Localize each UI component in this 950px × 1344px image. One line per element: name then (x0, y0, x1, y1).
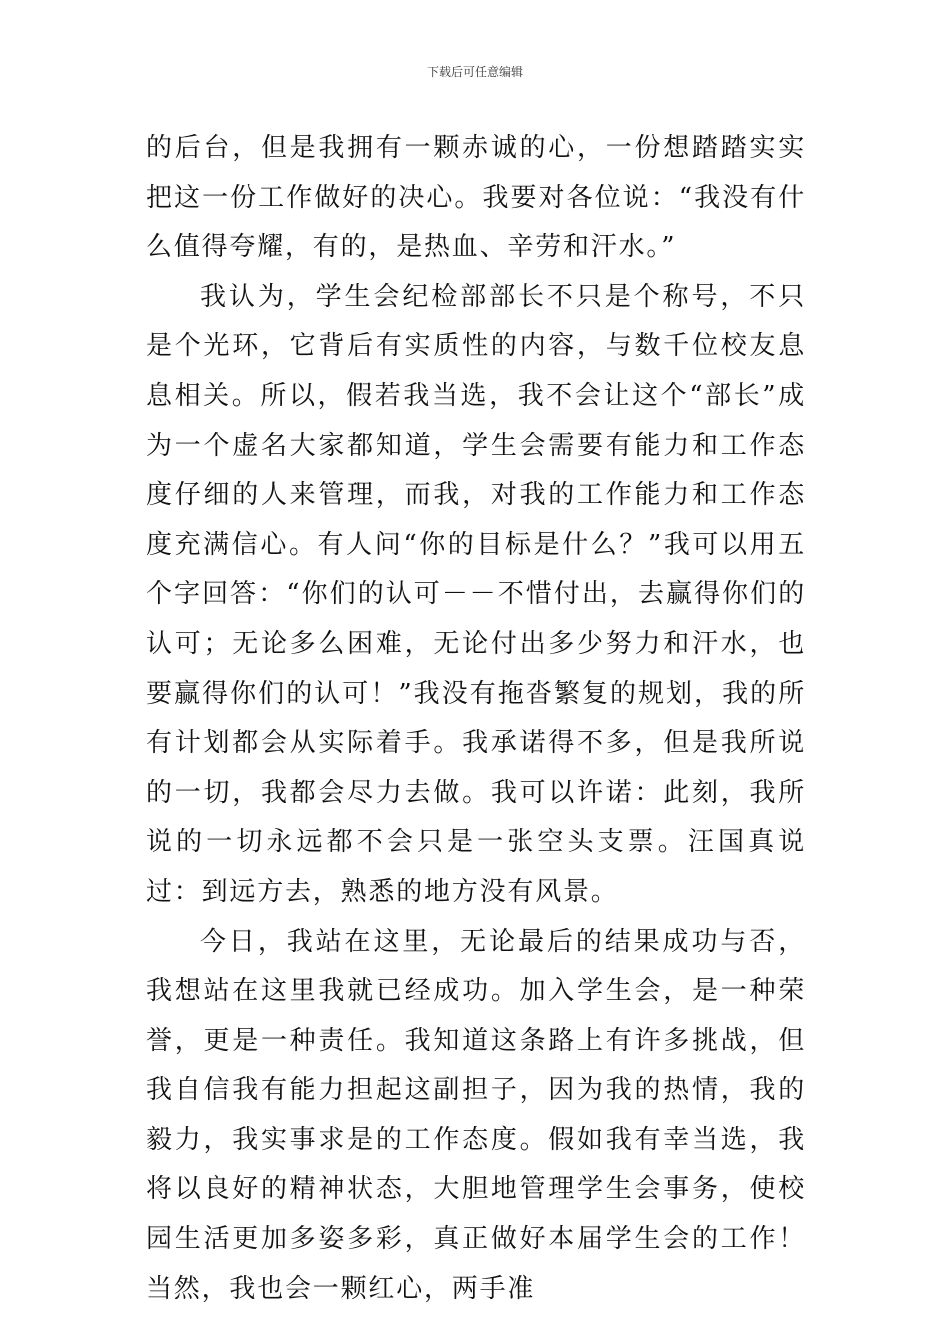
paragraph-3: 今日，我站在这里，无论最后的结果成功与否，我想站在这里我就已经成功。加入学生会，是一种荣誉，更是一种责任。我知道这条路上有许多挑战，但我自信我有能力担起这副担子，因为我的热情，我的毅力，我实事求是的工作态度。假如我有幸当选，我将以良好的精神状态，大胆地管理学生会事务，使校园生活更加多姿多彩，真正做好本届学生会的工作！当然，我也会一颗红心，两手准 (146, 926, 806, 1304)
paragraph-2: 我认为，学生会纪检部部长不只是个称号，不只是个光环，它背后有实质性的内容，与数千位校友息息相关。所以，假若我当选，我不会让这个“部长”成为一个虚名大家都知道，学生会需要有能力和工作态度仔细的人来管理，而我，对我的工作能力和工作态度充满信心。有人问“你的目标是什么？”我可以用五个字回答：“你们的认可－－不惜付出，去赢得你们的认可；无论多么困难，无论付出多少努力和汗水，也要赢得你们的认可！”我没有拖沓繁复的规划，我的所有计划都会从实际着手。我承诺得不多，但是我所说的一切，我都会尽力去做。我可以许诺：此刻，我所说的一切永远都不会只是一张空头支票。汪国真说过：到远方去，熟悉的地方没有风景。 (146, 281, 806, 907)
page-header: 下载后可任意编辑 (426, 65, 523, 79)
paragraph-1: 的后台，但是我拥有一颗赤诚的心，一份想踏踏实实把这一份工作做好的决心。我要对各位说：“我没有什么值得夸耀，有的，是热血、辛劳和汗水。” (146, 133, 806, 263)
document-body (146, 124, 806, 1314)
